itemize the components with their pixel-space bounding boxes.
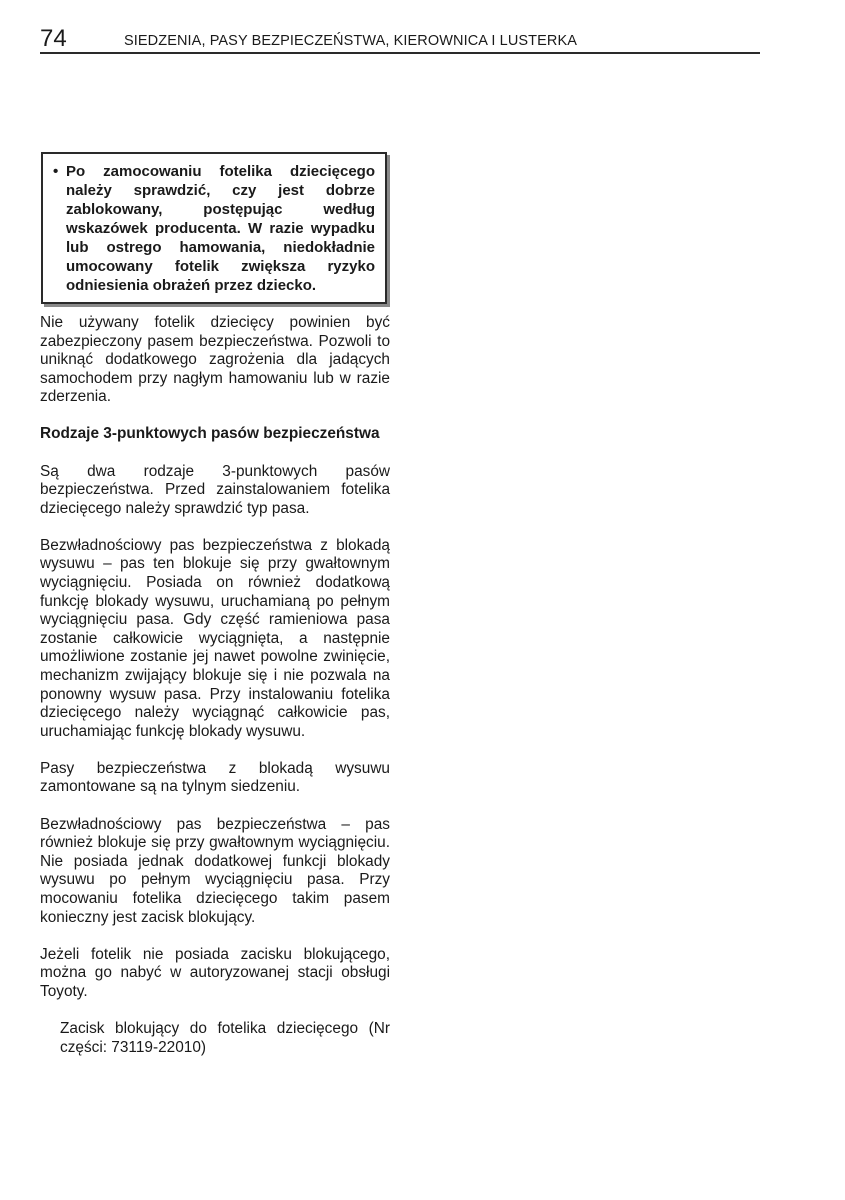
bullet-icon: • [53, 163, 59, 180]
paragraph-unused-seat: Nie używany fotelik dziecięcy powinien być zabezpieczony pasem bezpieczeństwa. Pozwoli to uniknąć dodatkowego zagrożenia dla jadących samochodem przy nagłym hamowaniu lub w razie zderzenia. [40, 314, 390, 406]
page-number: 74 [40, 25, 67, 52]
warning-text: Po zamocowaniu fotelika dziecięcego należy sprawdzić, czy jest dobrze zablokowany, postępując według wskazówek producenta. W razie wypadku lub ostrego hamowania, niedokładnie umocowany fotelik zwiększa ryzyko odniesienia obrażeń przez dziecko. [66, 163, 375, 294]
part-number-note: Zacisk blokujący do fotelika dziecięcego (Nr części: 73119-22010) [60, 1019, 390, 1056]
section-heading: Rodzaje 3-punktowych pasów bezpieczeństwa [40, 425, 380, 443]
paragraph-elr-alr-belt: Bezwładnościowy pas bezpieczeństwa z blokadą wysuwu – pas ten blokuje się przy gwałtownym wyciągnięciu. Posiada on również dodatkową funkcję blokady wysuwu, uruchamianą po pełnym wyciągnięciu pasa. Gdy część ramieniowa pasa zostanie całkowicie wyciągnięta, a następnie umożliwione zostanie jej nawet powolne zwinięcie, mechanizm zwijający blokuje się i nie pozwala na ponowny wysuw pasa. Przy instalowaniu fotelika dziecięcego należy wyciągnąć całkowicie pas, uruchamiając funkcję blokady wysuwu. [40, 536, 390, 740]
running-title: SIEDZENIA, PASY BEZPIECZEŃSTWA, KIEROWNICA I LUSTERKA [124, 33, 578, 49]
main-content [40, 314, 390, 1076]
paragraph-locking-clip-purchase: Jeżeli fotelik nie posiada zacisku blokującego, można go nabyć w autoryzowanej stacji obsługi Toyoty. [40, 945, 390, 1000]
paragraph-belt-types: Są dwa rodzaje 3-punktowych pasów bezpieczeństwa. Przed zainstalowaniem fotelika dziecięcego należy sprawdzić typ pasa. [40, 462, 390, 517]
page-header [40, 26, 760, 54]
warning-box [41, 152, 387, 304]
warning-item [53, 162, 375, 295]
paragraph-rear-seat-belts: Pasy bezpieczeństwa z blokadą wysuwu zamontowane są na tylnym siedzeniu. [40, 759, 390, 796]
paragraph-elr-belt: Bezwładnościowy pas bezpieczeństwa – pas również blokuje się przy gwałtownym wyciągnięciu. Nie posiada jednak dodatkowej funkcji blokady wysuwu po pełnym wyciągnięciu pasa. Przy mocowaniu fotelika dziecięcego takim pasem konieczny jest zacisk blokujący. [40, 815, 390, 926]
